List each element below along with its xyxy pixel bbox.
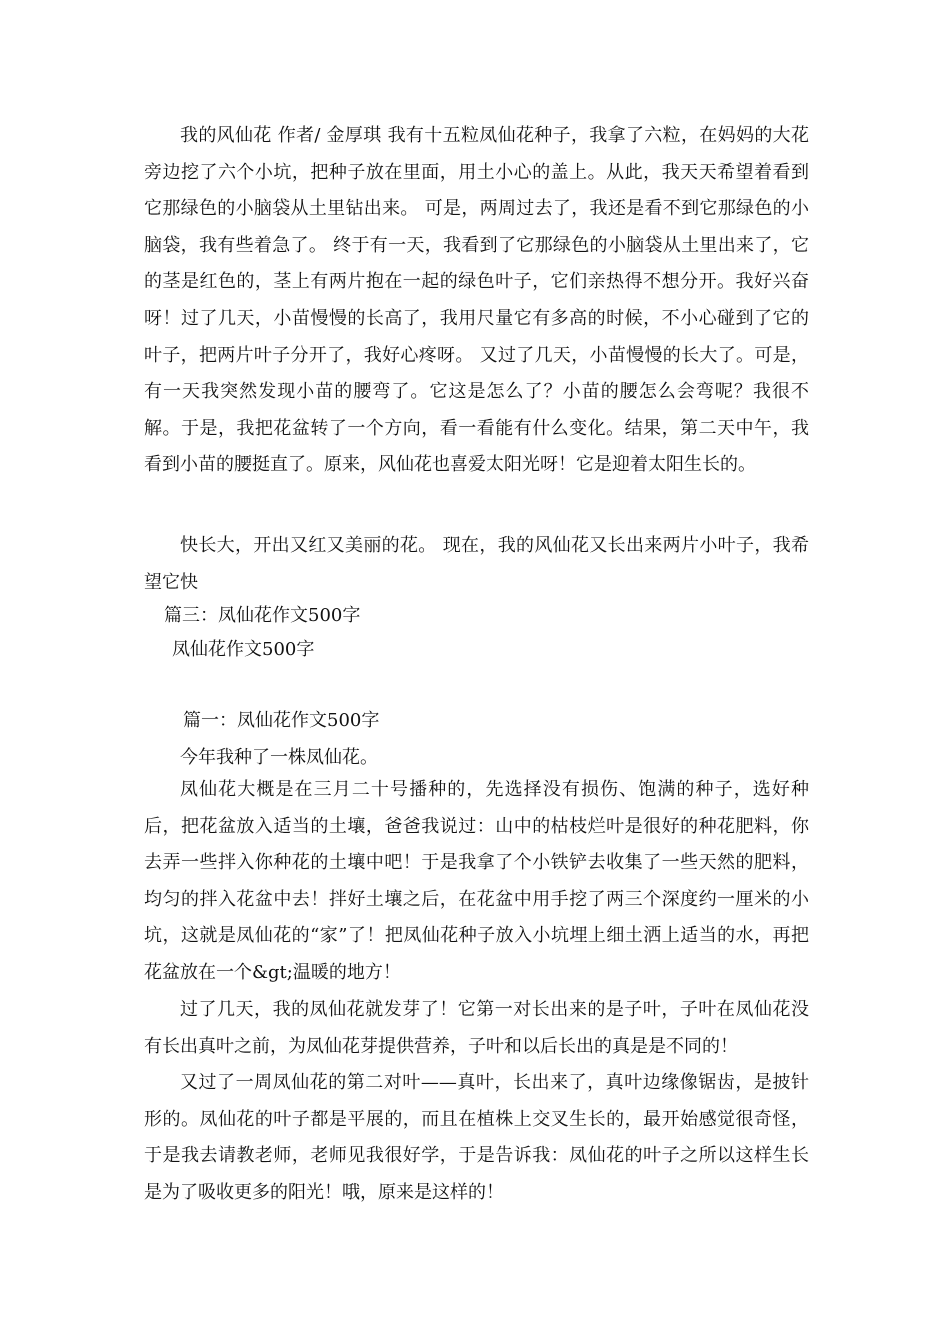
line-planted: 今年我种了一株凤仙花。 [180,747,378,768]
paragraph-leaves: 又过了一周凤仙花的第二对叶——真叶，长出来了，真叶边缘像锯齿，是披针形的。凤仙花的叶子都是平展的，而且在植株上交叉生长的，最开始感觉很奇怪，于是我去请教老师，老师见我很好学，于是告诉我：凤仙花的叶子之所以这样生长是为了吸收更多的阳光！哦，原来是这样的！ [144,1072,809,1203]
closing-paragraph: 快长大，开出又红又美丽的花。 现在，我的风仙花又长出来两片小叶子，我希望它快 [144,535,809,593]
heading-part-three: 篇三：凤仙花作文500字 [164,605,361,626]
heading-part-one: 篇一：凤仙花作文500字 [183,710,380,731]
essay-title: 凤仙花作文500字 [172,639,315,660]
paragraph-sowing: 凤仙花大概是在三月二十号播种的，先选择没有损伤、饱满的种子，选好种后，把花盆放入适当的土壤，爸爸我说过：山中的枯枝烂叶是很好的种花肥料，你去弄一些拌入你种花的土壤中吧！于是我拿了个小铁铲去收集了一些天然的肥料，均匀的拌入花盆中去！拌好土壤之后，在花盆中用手挖了两三个深度约一厘米的小坑，这就是凤仙花的“家”了！把凤仙花种子放入小坑埋上细土洒上适当的水，再把花盆放在一个&gt;温暖的地方！ [144,779,809,983]
paragraph-sprout: 过了几天，我的凤仙花就发芽了！它第一对长出来的是子叶，子叶在凤仙花没有长出真叶之前，为凤仙花芽提供营养，子叶和以后长出的真是是不同的！ [144,999,809,1057]
intro-paragraph: 我的风仙花 作者/ 金厚琪 我有十五粒凤仙花种子，我拿了六粒，在妈妈的大花旁边挖了六个小坑，把种子放在里面，用土小心的盖上。从此，我天天希望着看到它那绿色的小脑袋从土里钻出来。 可是，两周过去了，我还是看不到它那绿色的小脑袋，我有些着急了。 终于有一天，我看到了它那绿色的小脑袋从土里出来了，它的茎是红色的，茎上有两片抱在一起的绿色叶子，它们亲热得不想分开。我好兴奋呀！过了几天，小苗慢慢的长高了，我用尺量它有多高的时候，不小心碰到了它的叶子，把两片叶子分开了，我好心疼呀。 又过了几天，小苗慢慢的长大了。可是，有一天我突然发现小苗的腰弯了。它这是怎么了？小苗的腰怎么会弯呢？我很不解。于是，我把花盆转了一个方向，看一看能有什么变化。结果，第二天中午，我看到小苗的腰挺直了。原来，风仙花也喜爱太阳光呀！它是迎着太阳生长的。 [144,125,809,476]
